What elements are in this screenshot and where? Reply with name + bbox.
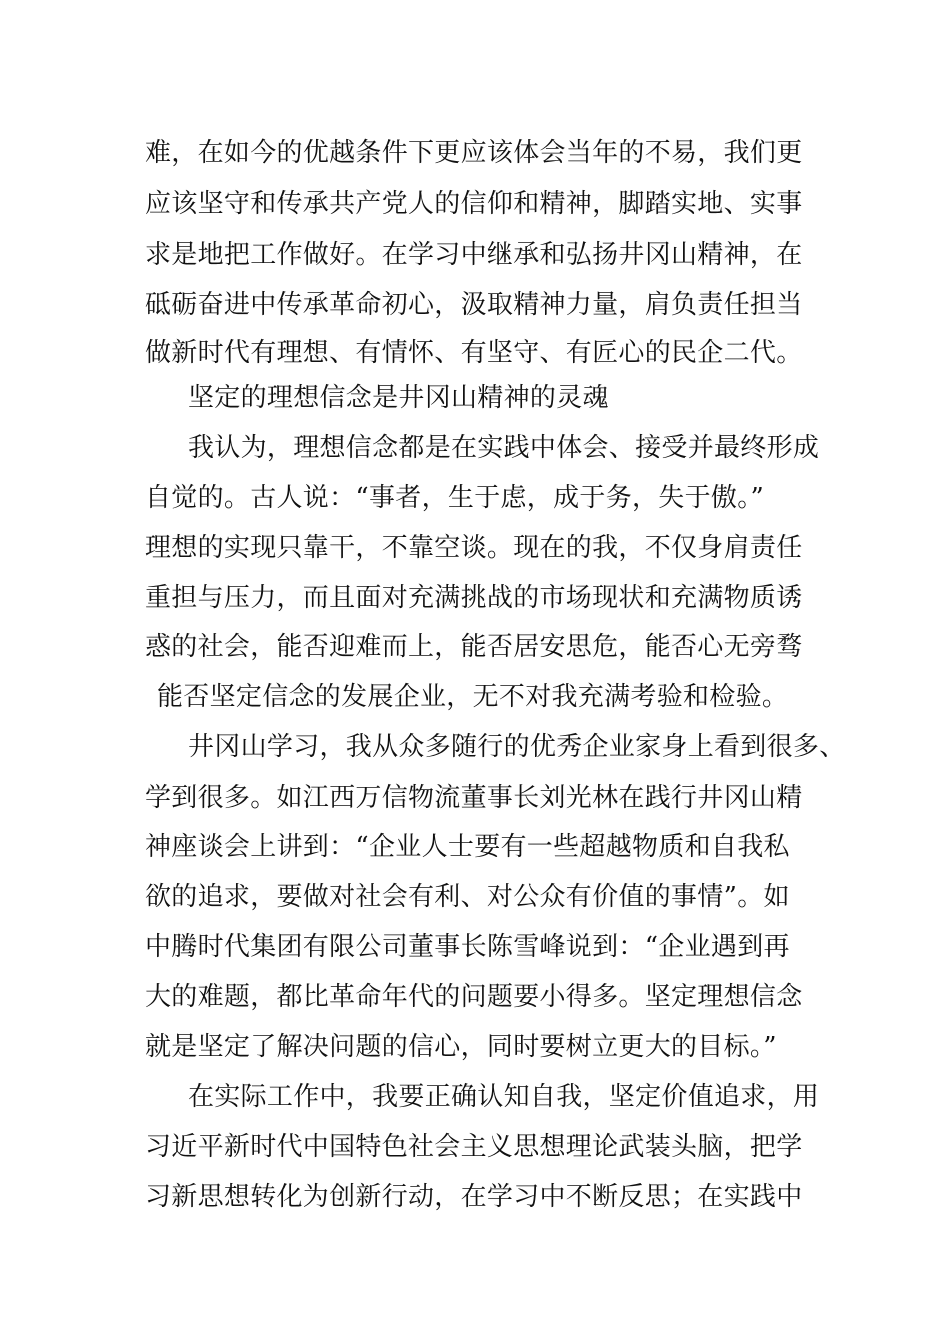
text-line: 我认为，理想信念都是在实践中体会、接受并最终形成 [188, 433, 820, 463]
text-line: 井冈山学习，我从众多随行的优秀企业家身上看到很多、 [188, 732, 846, 762]
text-line: 学到很多。如江西万信物流董事长刘光林在践行井冈山精 [145, 783, 803, 813]
text-line: 习近平新时代中国特色社会主义思想理论武装头脑，把学 [145, 1132, 803, 1162]
text-line: 重担与压力，而且面对充满挑战的市场现状和充满物质诱 [145, 583, 803, 613]
text-line: 就是坚定了解决问题的信心，同时要树立更大的目标。” [145, 1032, 777, 1062]
section-heading: 坚定的理想信念是井冈山精神的灵魂 [188, 383, 609, 413]
text-line: 自觉的。古人说：“事者，生于虑，成于务，失于傲。” [145, 483, 765, 513]
text-line: 能否坚定信念的发展企业，无不对我充满考验和检验。 [157, 682, 789, 712]
text-line: 惑的社会，能否迎难而上，能否居安思危，能否心无旁骛 [145, 632, 803, 662]
text-line: 大的难题，都比革命年代的问题要小得多。坚定理想信念 [145, 982, 803, 1012]
text-line: 理想的实现只靠干，不靠空谈。现在的我，不仅身肩责任 [145, 533, 803, 563]
text-line: 求是地把工作做好。在学习中继承和弘扬井冈山精神，在 [145, 240, 803, 270]
text-line: 砥砺奋进中传承革命初心，汲取精神力量，肩负责任担当 [145, 290, 803, 320]
text-line: 神座谈会上讲到：“企业人士要有一些超越物质和自我私 [145, 832, 790, 862]
text-line: 习新思想转化为创新行动，在学习中不断反思；在实践中 [145, 1182, 803, 1212]
text-line: 在实际工作中，我要正确认知自我，坚定价值追求，用 [188, 1082, 820, 1112]
text-line: 欲的追求，要做对社会有利、对公众有价值的事情”。如 [145, 882, 790, 912]
text-line: 做新时代有理想、有情怀、有坚守、有匠心的民企二代。 [145, 338, 803, 368]
text-line: 中腾时代集团有限公司董事长陈雪峰说到：“企业遇到再 [145, 932, 790, 962]
text-line: 难，在如今的优越条件下更应该体会当年的不易，我们更 [145, 138, 803, 168]
text-line: 应该坚守和传承共产党人的信仰和精神，脚踏实地、实事 [145, 189, 803, 219]
